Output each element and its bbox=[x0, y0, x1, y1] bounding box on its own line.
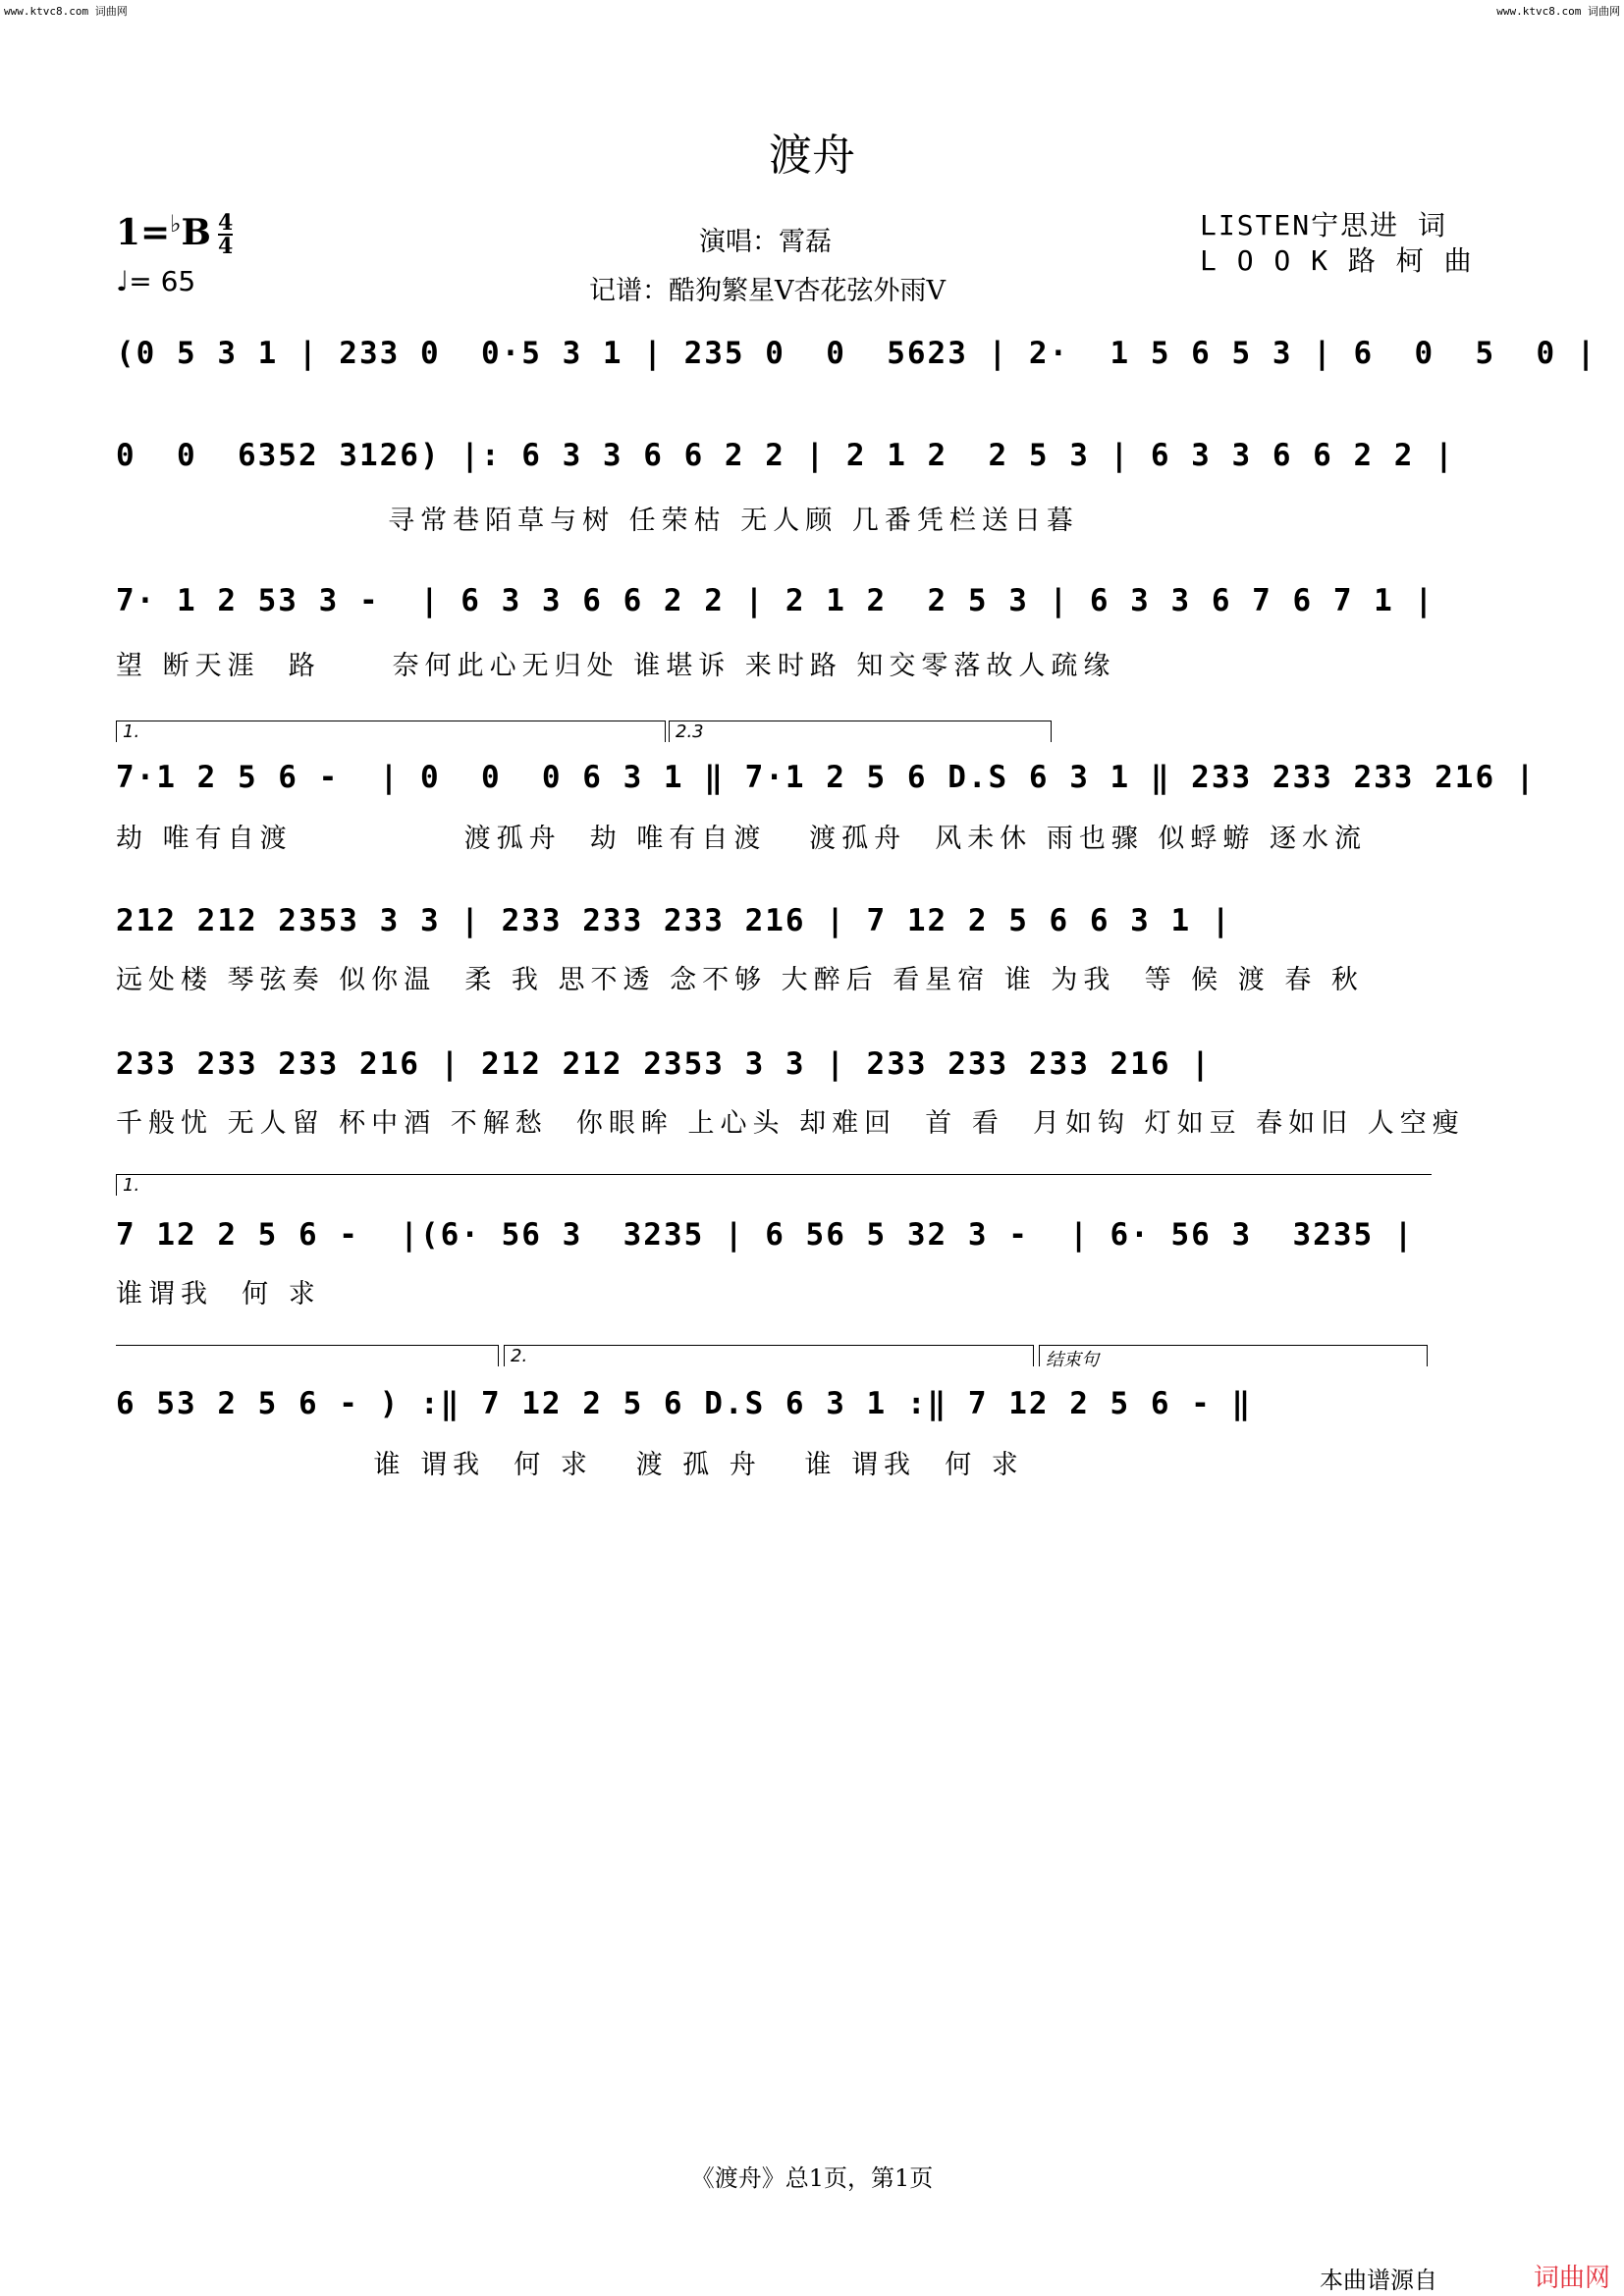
notation-line: 212 212 2353 3 3 | 233 233 233 216 | 7 12 2 5 6 6 3 1 | bbox=[116, 903, 1232, 938]
tempo-marking: ♩= 65 bbox=[116, 265, 196, 297]
notation-line: (0 5 3 1 | 233 0 0·5 3 1 | 235 0 0 5623 | 2· 1 5 6 5 3 | 6 0 5 0 | bbox=[116, 336, 1597, 371]
page-footer: 《渡舟》总1页，第1页 bbox=[690, 2164, 934, 2192]
notation-line: 7 12 2 5 6 - |(6· 56 3 3235 | 6 56 5 32 3 - | 6· 56 3 3235 | bbox=[116, 1217, 1415, 1253]
volta-bracket-continuation bbox=[116, 1345, 499, 1366]
score-row-1 bbox=[116, 336, 1597, 395]
singer-credit: 演唱：霄磊 bbox=[699, 227, 832, 257]
score-row-4 bbox=[116, 721, 1537, 858]
key-signature: 1=♭B bbox=[116, 210, 211, 253]
notation-line: 233 233 233 216 | 212 212 2353 3 3 | 233 233 233 216 | bbox=[116, 1046, 1212, 1082]
score-row-2 bbox=[116, 438, 1455, 546]
volta-bracket: 2.3 bbox=[669, 721, 1052, 742]
score-row-5 bbox=[116, 903, 1432, 1011]
transcriber-credit: 记谱：酷狗繁星V杏花弦外雨V bbox=[589, 276, 946, 306]
score-row-6 bbox=[116, 1046, 1465, 1154]
site-url-right: www.ktvc8.com 词曲网 bbox=[1496, 5, 1620, 18]
volta-bracket-end bbox=[498, 1345, 499, 1366]
volta-bracket: 结束句 bbox=[1039, 1345, 1428, 1366]
score-row-8 bbox=[116, 1345, 1432, 1482]
lyrics-line: 谁谓我 何 求 bbox=[116, 1279, 321, 1309]
song-title: 渡舟 bbox=[769, 131, 855, 181]
lyrics-line: 谁 谓我 何 求 渡 孤 舟 谁 谓我 何 求 bbox=[116, 1450, 1024, 1480]
lyrics-line: 千般忧 无人留 杯中酒 不解愁 你眼眸 上心头 却难回 首 看 月如钩 灯如豆 春如旧 人空瘦 bbox=[116, 1108, 1465, 1139]
composer-credit: L O O K 路 柯 曲 bbox=[1200, 244, 1474, 277]
time-signature: 4 4 bbox=[218, 210, 234, 259]
site-logo[interactable]: 词曲网 bbox=[1533, 2264, 1610, 2293]
volta-bracket-end bbox=[1427, 1345, 1428, 1366]
notation-line: 7·1 2 5 6 - | 0 0 0 6 3 1 ‖ 7·1 2 5 6 D.S 6 3 1 ‖ 233 233 233 216 | bbox=[116, 760, 1537, 795]
notation-line: 6 53 2 5 6 - ) :‖ 7 12 2 5 6 D.S 6 3 1 :‖ 7 12 2 5 6 - ‖ bbox=[116, 1386, 1253, 1421]
lyrics-line: 望 断天涯 路 奈何此心无归处 谁堪诉 来时路 知交零落故人疏缘 bbox=[116, 651, 1116, 681]
score-row-7 bbox=[116, 1174, 1432, 1311]
score-row-3 bbox=[116, 583, 1435, 691]
volta-bracket-end bbox=[1051, 721, 1052, 742]
lyrics-line: 远处楼 琴弦奏 似你温 柔 我 思不透 念不够 大醉后 看星宿 谁 为我 等 候 渡 春 秋 bbox=[116, 965, 1364, 995]
source-text: 本曲谱源自 bbox=[1320, 2267, 1437, 2294]
lyrics-line: 劫 唯有自渡 渡孤舟 劫 唯有自渡 渡孤舟 风未休 雨也骤 似蜉蝣 逐水流 bbox=[116, 824, 1367, 854]
lyricist-credit: LISTEN宁思进 词 bbox=[1200, 209, 1448, 241]
lyrics-line: 寻常巷陌草与树 任荣枯 无人顾 几番凭栏送日暮 bbox=[116, 506, 1079, 536]
site-url-left: www.ktvc8.com 词曲网 bbox=[4, 5, 128, 18]
notation-line: 0 0 6352 3126) |: 6 3 3 6 6 2 2 | 2 1 2 2 5 3 | 6 3 3 6 6 2 2 | bbox=[116, 438, 1455, 473]
volta-bracket-end bbox=[665, 721, 666, 742]
notation-line: 7· 1 2 53 3 - | 6 3 3 6 6 2 2 | 2 1 2 2 5 3 | 6 3 3 6 7 6 7 1 | bbox=[116, 583, 1435, 618]
volta-bracket: 1. bbox=[116, 721, 666, 742]
volta-bracket: 1. bbox=[116, 1174, 1432, 1196]
volta-bracket-end bbox=[1033, 1345, 1034, 1366]
volta-bracket: 2. bbox=[504, 1345, 1034, 1366]
